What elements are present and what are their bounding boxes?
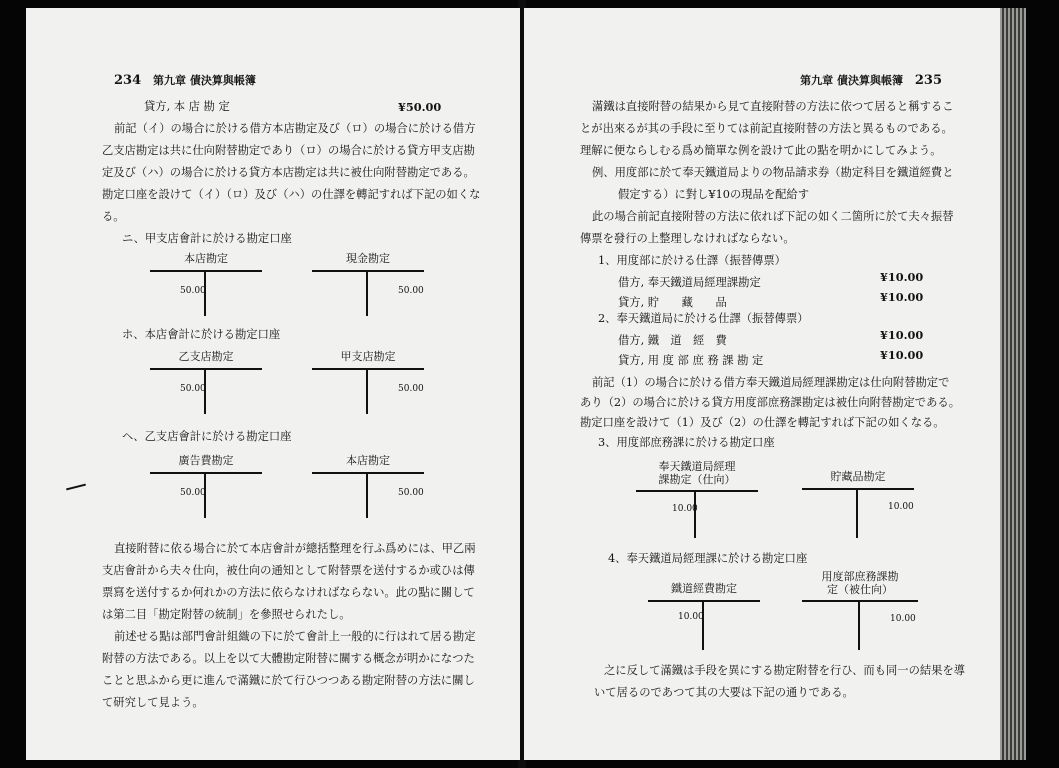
paragraph-line: 勘定口座を設けて（1）及び（2）の仕譯を轉記すれば下記の如くなる。 xyxy=(580,416,945,429)
account-divider xyxy=(694,490,696,538)
account-name: 奉天鐵道局經理課勘定（仕向） xyxy=(658,460,736,486)
paragraph-line: 之に反して滿鐵は手段を異にする勘定附替を行ひ、而も同一の結果を導 xyxy=(604,664,966,677)
journal-label: 借方, 奉天鐵道局經理課勘定 xyxy=(618,276,761,289)
left-page xyxy=(26,8,520,760)
t-account xyxy=(648,582,760,652)
section-heading: ニ、甲支店會計に於ける勘定口座 xyxy=(122,232,292,245)
account-divider xyxy=(858,600,860,650)
journal-label: 貸方, 用 度 部 庶 務 課 勘 定 xyxy=(618,354,764,367)
right-page-header xyxy=(800,72,942,88)
account-rule xyxy=(150,270,262,272)
account-name: 現金勘定 xyxy=(346,252,390,265)
paragraph-line: いて居るのであつて其の大要は下記の通りである。 xyxy=(594,686,854,699)
t-account xyxy=(312,350,424,416)
debit-value: 50.00 xyxy=(180,488,206,498)
journal-amount: ¥10.00 xyxy=(880,328,924,342)
account-rule xyxy=(802,600,918,602)
paragraph-line: 支店會計から夫々仕向，被仕向の通知として附替票を送付するか或ひは傳 xyxy=(102,564,475,577)
credit-line-label: 貸方, 本 店 勘 定 xyxy=(144,100,230,113)
journal-amount: ¥10.00 xyxy=(880,348,924,362)
credit-value: 10.00 xyxy=(888,502,914,512)
debit-value: 50.00 xyxy=(180,384,206,394)
t-account xyxy=(802,470,914,540)
account-divider xyxy=(366,270,368,316)
t-account xyxy=(312,252,424,318)
debit-value: 10.00 xyxy=(678,612,704,622)
account-name: 貯藏品勘定 xyxy=(830,470,886,483)
t-account xyxy=(150,252,262,318)
page-edges xyxy=(1000,8,1026,760)
account-rule xyxy=(312,472,424,474)
running-title: 第九章 債決算與帳簿 xyxy=(152,74,256,87)
section-heading: 1、用度部に於ける仕譯（振替傳票） xyxy=(598,254,786,267)
credit-value: 50.00 xyxy=(398,488,424,498)
paragraph-line: 勘定口座を設けて（イ）（ロ）及び（ハ）の仕譯を轉記すれば下記の如くな xyxy=(102,188,481,201)
account-divider xyxy=(856,488,858,538)
paragraph-line: て研究して見よう。 xyxy=(102,696,204,709)
paragraph-line: 滿鐵は直接附替の結果から見て直接附替の方法に依つて居ると稱するこ xyxy=(592,100,954,113)
account-name: 廣告費勘定 xyxy=(178,454,234,467)
account-rule xyxy=(150,472,262,474)
page-number: 234 xyxy=(114,73,142,88)
paragraph-line: 此の場合前記直接附替の方法に依れば下記の如く二箇所に於て夫々振替 xyxy=(592,210,954,223)
paragraph-line: 附替の方法である。以上を以て大體勘定附替に關する概念が明かになつた xyxy=(102,652,475,665)
account-divider xyxy=(702,600,704,650)
section-heading: ヘ、乙支店會計に於ける勘定口座 xyxy=(122,430,292,443)
t-account xyxy=(802,570,918,652)
account-rule xyxy=(648,600,760,602)
credit-value: 50.00 xyxy=(398,286,424,296)
paragraph-line: 理解に便ならしむる爲め簡單な例を設けて此の點を明かにしてみよう。 xyxy=(580,144,942,157)
running-title: 第九章 債決算與帳簿 xyxy=(800,74,904,87)
paragraph-line: あり（2）の場合に於ける貸方用度部庶務課勘定は被仕向附替勘定である。 xyxy=(580,396,960,409)
account-rule xyxy=(636,490,758,492)
account-name: 乙支店勘定 xyxy=(178,350,234,363)
account-rule xyxy=(312,270,424,272)
paragraph-line: 前記（1）の場合に於ける借方奉天鐵道局經理課勘定は仕向附替勘定で xyxy=(592,376,950,389)
journal-label: 借方, 鐵 道 經 費 xyxy=(618,334,727,347)
section-heading: 4、奉天鐵道局經理課に於ける勘定口座 xyxy=(608,552,808,565)
paragraph-line: 直接附替に依る場合に於て本店會計が總括整理を行ふ爲めには、甲乙兩 xyxy=(114,542,476,555)
debit-value: 50.00 xyxy=(180,286,206,296)
section-heading: 2、奉天鐵道局に於ける仕譯（振替傳票） xyxy=(598,312,809,325)
debit-value: 10.00 xyxy=(672,504,698,514)
paragraph-line: 前述せる點は部門會計組織の下に於て會計上一般的に行はれて居る勘定 xyxy=(114,630,476,643)
section-heading: ホ、本店會計に於ける勘定口座 xyxy=(122,328,281,341)
journal-amount: ¥10.00 xyxy=(880,290,924,304)
account-name: 本店勘定 xyxy=(184,252,228,265)
paragraph-line: 傳票を發行の上整理しなければならない。 xyxy=(580,232,795,245)
account-rule xyxy=(802,488,914,490)
account-name: 本店勘定 xyxy=(346,454,390,467)
account-name: 用度部庶務課勘定（被仕向） xyxy=(821,570,899,596)
right-page xyxy=(524,8,1000,760)
paragraph-line: ことと思ふから更に進んで滿鐵に於て行ひつつある勘定附替の方法に關し xyxy=(102,674,475,687)
account-rule xyxy=(312,368,424,370)
pencil-mark xyxy=(66,484,86,491)
credit-line-amount: ¥50.00 xyxy=(398,100,442,114)
account-name: 甲支店勘定 xyxy=(340,350,396,363)
account-name: 鐵道經費勘定 xyxy=(671,582,737,595)
paragraph-line: 票寫を送付するか何れかの方法に依らなければならない。此の點に關して xyxy=(102,586,475,599)
section-heading: 3、用度部庶務課に於ける勘定口座 xyxy=(598,436,775,449)
left-page-header xyxy=(114,72,256,88)
page-number: 235 xyxy=(914,73,942,88)
paragraph-line: とが出來るが其の手段に至りては前記直接附替の方法と異るものである。 xyxy=(580,122,953,135)
t-account xyxy=(636,460,758,540)
paragraph-line: は第二目「勘定附替の統制」を參照せられたし。 xyxy=(102,608,351,621)
credit-value: 50.00 xyxy=(398,384,424,394)
example-line: 假定する）に對し¥10の現品を配給す xyxy=(618,188,810,201)
account-divider xyxy=(366,472,368,518)
paragraph-line: 前記（イ）の場合に於ける借方本店勘定及び（ロ）の場合に於ける借方 xyxy=(114,122,476,135)
t-account xyxy=(150,454,262,520)
journal-amount: ¥10.00 xyxy=(880,270,924,284)
paragraph-line: る。 xyxy=(102,210,125,223)
paragraph-line: 定及び（ハ）の場合に於ける貸方本店勘定は共に被仕向附替勘定である。 xyxy=(102,166,475,179)
account-rule xyxy=(150,368,262,370)
credit-value: 10.00 xyxy=(890,614,916,624)
example-line: 例、用度部に於て奉天鐵道局よりの物品請求券（勘定科目を鐵道經費と xyxy=(592,166,954,179)
t-account xyxy=(150,350,262,416)
journal-label: 貸方, 貯 藏 品 xyxy=(618,296,727,309)
paragraph-line: 乙支店勘定は共に仕向附替勘定であり（ロ）の場合に於ける貸方甲支店勘 xyxy=(102,144,475,157)
t-account xyxy=(312,454,424,520)
account-divider xyxy=(366,368,368,414)
